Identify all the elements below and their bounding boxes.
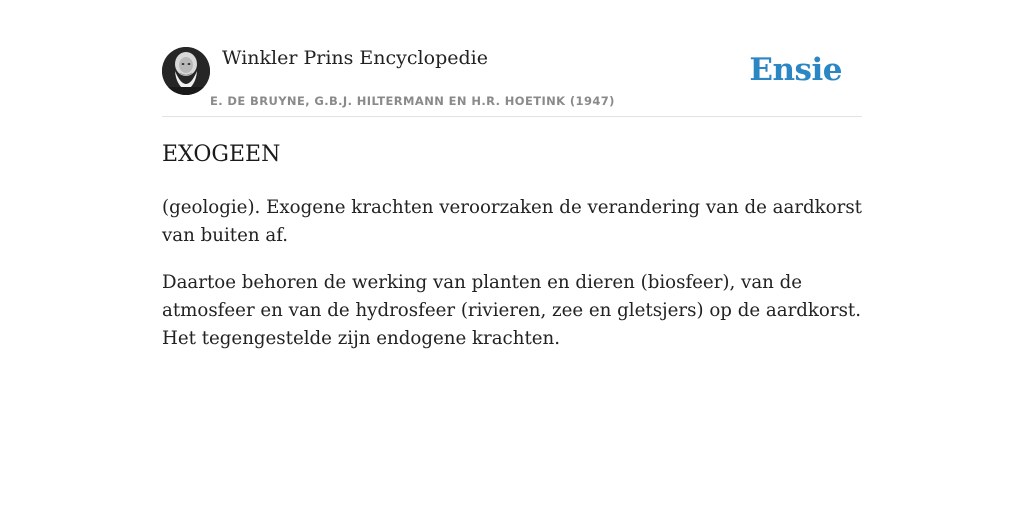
avatar[interactable] — [162, 47, 210, 95]
bearded-man-portrait-icon — [162, 47, 210, 95]
article-paragraph: (geologie). Exogene krachten veroorzaken de verandering van de aardkorst van buiten af. — [162, 197, 862, 246]
source-title[interactable]: Winkler Prins Encyclopedie — [222, 47, 488, 69]
brand-logo[interactable]: Ensie — [749, 52, 842, 88]
article-paragraph: Daartoe behoren de werking van planten en dieren (biosfeer), van de atmosfeer en van de hydrosfeer (rivieren, zee en gletsjers) op de aardkorst. Het tegengestelde zijn endogene krachten. — [162, 272, 862, 349]
source-authors: E. DE BRUYNE, G.B.J. HILTERMANN EN H.R. HOETINK (1947) — [210, 94, 615, 108]
article — [162, 140, 862, 353]
source-header — [162, 0, 862, 117]
article-title: EXOGEEN — [162, 142, 281, 167]
